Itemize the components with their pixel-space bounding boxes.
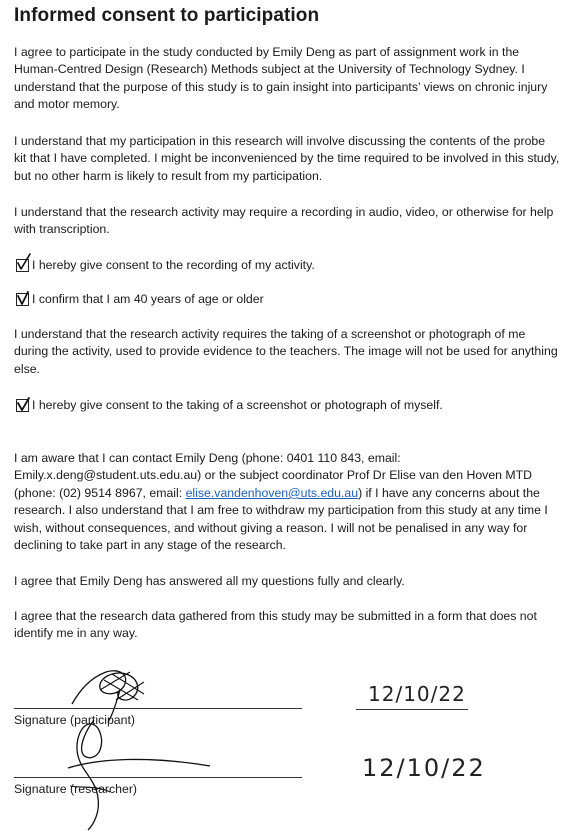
checkbox-label-photograph: I hereby give consent to the taking of a screenshot or photograph of myself. (32, 398, 443, 412)
paragraph-participation: I understand that my participation in this research will involve discussing the contents of the probe kit that I have completed. I might be inconvenienced by the time required to be involved in this study, but no other harm is likely to result from my participation. (14, 134, 560, 183)
paragraph-questions-answered: I agree that Emily Deng has answered all my questions fully and clearly. (14, 574, 405, 588)
document-title: Informed consent to participation (14, 5, 320, 26)
participant-signature-label: Signature (participant) (14, 713, 135, 727)
researcher-signature-scribble (60, 716, 220, 836)
paragraph-recording: I understand that the research activity may require a recording in audio, video, or otherwise for help with transcription. (14, 205, 554, 237)
checkbox-recording[interactable] (16, 259, 29, 272)
checkmark-icon (15, 392, 35, 412)
contact-text-end: ) if I have any concerns about the research. I also understand that I am free to withdraw my participation from this study at any time I wish, without consequences, and without giving a reason. I will not be penalised in any way for declining to take part in any stage of the research. (14, 485, 548, 553)
paragraph-data-anonymity: I agree that the research data gathered from this study may be submitted in a form that does not identify me in any way. (14, 609, 537, 641)
checkbox-age[interactable] (16, 293, 29, 306)
checkbox-label-recording: I hereby give consent to the recording of my activity. (32, 258, 315, 272)
checkbox-photograph[interactable] (16, 399, 29, 412)
checkbox-row-age[interactable] (16, 290, 264, 308)
researcher-signature-label: Signature (researcher) (14, 782, 138, 796)
contact-text-start: I am aware that I can contact Emily Deng (phone: 0401 110 843, email: Emily.x.deng@student.uts.edu.au) or the subject coordinator Prof Dr Elise van den Hoven MTD (phone: (02) 9514 8967, email: (14, 451, 533, 500)
researcher-date: 12/10/22 (362, 754, 486, 782)
paragraph-study-purpose: I agree to participate in the study conducted by Emily Deng as part of assignment work in the Human-Centred Design (Research) Methods subject at the University of Technology Sydney. I understand that the purpose of this study is to gain insight into participants’ views on chronic injury and motor memory. (14, 45, 548, 112)
paragraph-contact (14, 450, 560, 554)
checkmark-icon (15, 252, 35, 272)
researcher-signature-line (14, 777, 302, 778)
checkbox-row-photograph[interactable] (16, 396, 443, 414)
participant-date-underline (356, 709, 468, 710)
participant-signature-line (14, 708, 302, 709)
checkmark-icon (15, 286, 35, 306)
checkbox-label-age: I confirm that I am 40 years of age or older (32, 292, 264, 306)
checkbox-row-recording[interactable] (16, 256, 315, 274)
paragraph-photograph: I understand that the research activity requires the taking of a screenshot or photograph of me during the activity, used to provide evidence to the teachers. The image will not be used for anything else. (14, 327, 558, 376)
participant-date: 12/10/22 (368, 682, 466, 706)
coordinator-email-link[interactable]: elise.vandenhoven@uts.edu.au (185, 485, 359, 500)
